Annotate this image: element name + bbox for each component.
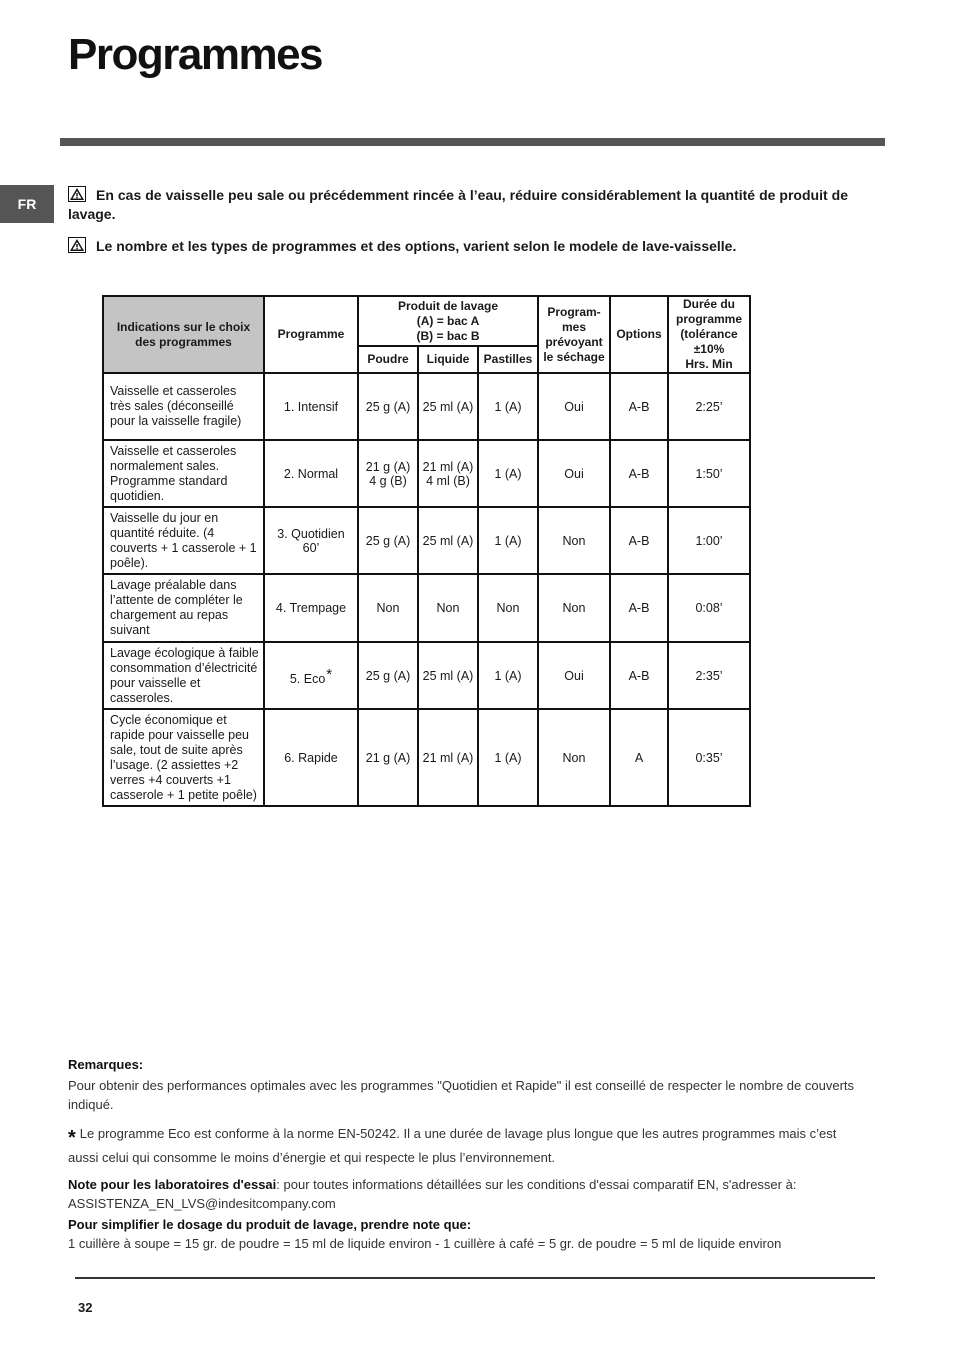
dosage-title: Pour simplifier le dosage du produit de lavage, prendre note que: <box>68 1217 472 1232</box>
row-sechage: Non <box>538 507 610 574</box>
header-sechage <box>538 296 610 373</box>
header-duree <box>668 296 750 373</box>
row-liquide <box>418 440 478 507</box>
eco-note-star: * <box>68 1127 76 1149</box>
row-liquide: 25 ml (A) <box>418 642 478 709</box>
row-sechage: Oui <box>538 440 610 507</box>
warning-icon <box>68 186 86 202</box>
header-duree-l2: programme <box>675 312 743 326</box>
row-liquide-b: 4 ml (B) <box>426 473 470 488</box>
row-liquide: 25 ml (A) <box>418 507 478 574</box>
row-pastilles: 1 (A) <box>478 642 538 709</box>
row-programme: 3. Quotidien 60’ <box>264 507 358 574</box>
header-produit-line3: (B) = bac B <box>416 328 480 343</box>
row-description: Lavage préalable dans l’attente de compléter le chargement au repas suivant <box>103 574 264 642</box>
row-duree: 2:25’ <box>668 373 750 440</box>
remarques-text: Pour obtenir des performances optimales avec les programmes "Quotidien et Rapide" il est conseillé de respecter le nombre de couverts indiqué. <box>68 1078 855 1112</box>
table-row <box>103 574 750 642</box>
row-options: A-B <box>610 507 668 574</box>
table-row <box>103 440 750 507</box>
table-row <box>103 642 750 709</box>
lab-note <box>68 1175 858 1194</box>
row-programme-label: 5. Eco <box>289 671 326 686</box>
table-row <box>103 507 750 574</box>
header-produit-line1: Produit de lavage <box>397 298 499 313</box>
warning-1-text: En cas de vaisselle peu sale ou précédemment rincée à l’eau, réduire considérablement la quantité de produit de lavage. <box>68 187 848 222</box>
row-sechage: Non <box>538 574 610 642</box>
row-poudre: 25 g (A) <box>358 507 418 574</box>
lab-email: ASSISTENZA_EN_LVS@indesitcompany.com <box>68 1196 336 1211</box>
row-description: Cycle économique et rapide pour vaisselle peu sale, tout de suite après l’usage. (2 assiettes +2 verres +4 couverts +1 casserole + 1 petite poêle) <box>103 709 264 806</box>
row-sechage: Non <box>538 709 610 806</box>
row-duree: 0:08’ <box>668 574 750 642</box>
row-poudre-a: 21 g (A) <box>365 459 411 474</box>
dosage-text: 1 cuillère à soupe = 15 gr. de poudre = 15 ml de liquide environ - 1 cuillère à café = 5 gr. de poudre = 5 ml de liquide environ <box>68 1236 782 1251</box>
header-produit-line2: (A) = bac A <box>416 313 480 328</box>
row-pastilles: 1 (A) <box>478 709 538 806</box>
header-duree-l1: Durée du <box>682 297 735 311</box>
header-duree-l5: Hrs. Min <box>685 357 733 371</box>
bottom-divider <box>75 1277 875 1279</box>
row-pastilles: 1 (A) <box>478 373 538 440</box>
row-liquide: 25 ml (A) <box>418 373 478 440</box>
header-sechage-l4: le séchage <box>543 349 605 364</box>
row-programme: 6. Rapide <box>264 709 358 806</box>
row-duree: 0:35’ <box>668 709 750 806</box>
warning-2-text: Le nombre et les types de programmes et des options, varient selon le modele de lave-vaisselle. <box>96 238 737 254</box>
row-description: Vaisselle et casseroles normalement sales. Programme standard quotidien. <box>103 440 264 507</box>
header-sechage-l1: Program- <box>547 304 601 319</box>
row-programme: 2. Normal <box>264 440 358 507</box>
row-description: Vaisselle et casseroles très sales (déconseillé pour la vaisselle fragile) <box>103 373 264 440</box>
table-row <box>103 373 750 440</box>
row-poudre: Non <box>358 574 418 642</box>
header-duree-l4: ±10% <box>693 342 725 356</box>
header-pastilles: Pastilles <box>478 346 538 373</box>
top-divider <box>60 138 885 146</box>
eco-note <box>68 1124 858 1167</box>
row-poudre-b: 4 g (B) <box>369 473 407 488</box>
eco-note-text: Le programme Eco est conforme à la norme EN-50242. Il a une durée de lavage plus longue que les autres programmes mais c’est aussi celui qui consomme le moins d’énergie et qui respecte le plus l’environnement. <box>68 1126 837 1165</box>
table-row <box>103 709 750 806</box>
page-number: 32 <box>78 1300 93 1315</box>
row-poudre: 25 g (A) <box>358 642 418 709</box>
row-liquide: Non <box>418 574 478 642</box>
row-options: A-B <box>610 642 668 709</box>
row-description: Vaisselle du jour en quantité réduite. (4 couverts + 1 casserole + 1 poêle). <box>103 507 264 574</box>
row-options: A-B <box>610 574 668 642</box>
row-sechage: Oui <box>538 642 610 709</box>
header-sechage-l3: prévoyant <box>545 334 603 349</box>
header-liquide: Liquide <box>418 346 478 373</box>
header-options: Options <box>610 296 668 373</box>
row-options: A-B <box>610 440 668 507</box>
row-liquide: 21 ml (A) <box>418 709 478 806</box>
header-sechage-l2: mes <box>561 319 587 334</box>
header-duree-l3: (tolérance <box>680 327 738 341</box>
warning-1 <box>68 186 848 224</box>
header-produit <box>358 296 538 346</box>
row-programme: 1. Intensif <box>264 373 358 440</box>
header-indications: Indications sur le choix des programmes <box>103 296 264 373</box>
row-duree: 1:00’ <box>668 507 750 574</box>
row-poudre: 25 g (A) <box>358 373 418 440</box>
row-pastilles: 1 (A) <box>478 507 538 574</box>
row-options: A-B <box>610 373 668 440</box>
programmes-table <box>102 295 751 807</box>
row-pastilles: Non <box>478 574 538 642</box>
row-description: Lavage écologique à faible consommation d’électricité pour vaisselle et casseroles. <box>103 642 264 709</box>
row-liquide-a: 21 ml (A) <box>422 459 474 474</box>
row-duree: 2:35’ <box>668 642 750 709</box>
row-sechage: Oui <box>538 373 610 440</box>
header-programme: Programme <box>264 296 358 373</box>
lab-note-label: Note pour les laboratoires d'essai <box>68 1177 277 1192</box>
row-options: A <box>610 709 668 806</box>
row-programme: 4. Trempage <box>264 574 358 642</box>
row-pastilles: 1 (A) <box>478 440 538 507</box>
warning-2 <box>68 237 848 256</box>
asterisk-marker: * <box>326 665 333 683</box>
row-duree: 1:50’ <box>668 440 750 507</box>
header-poudre: Poudre <box>358 346 418 373</box>
page-title: Programmes <box>68 30 323 79</box>
row-programme <box>264 642 358 709</box>
remarques-title: Remarques: <box>68 1057 144 1072</box>
warning-icon <box>68 237 86 253</box>
notes-section <box>68 1055 858 1253</box>
lab-note-text: : pour toutes informations détaillées sur les conditions d'essai comparatif EN, s'adresser à: <box>276 1177 797 1192</box>
row-poudre: 21 g (A) <box>358 709 418 806</box>
row-poudre <box>358 440 418 507</box>
language-tab: FR <box>0 185 54 223</box>
